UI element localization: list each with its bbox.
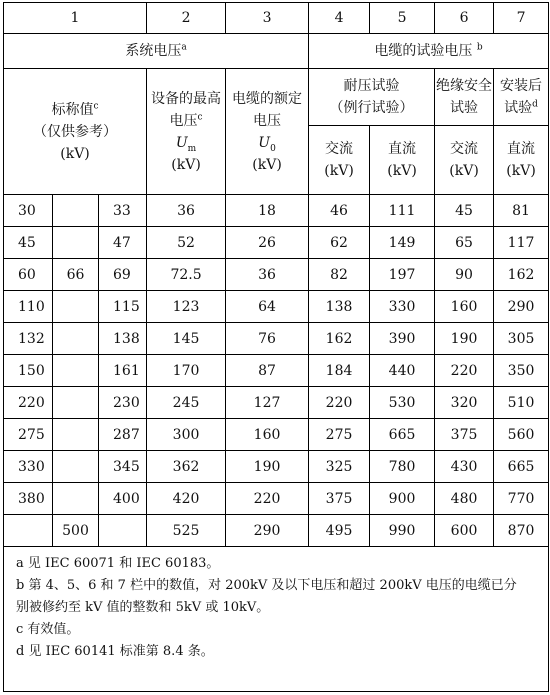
after-install-dc-cell: 665: [494, 451, 549, 483]
nominal-a-cell: 30: [4, 195, 53, 227]
um-cell: 145: [147, 323, 226, 355]
withstand-dc-cell: 990: [370, 515, 435, 547]
after-install-dc-cell: 305: [494, 323, 549, 355]
col-number-1: 1: [4, 3, 147, 34]
um-cell: 420: [147, 483, 226, 515]
nominal-value-header: [4, 69, 147, 195]
after-install-test-header: [494, 69, 549, 126]
after-install-dc-header: [494, 126, 549, 195]
table-row: [4, 291, 549, 323]
system-voltage-label: 系统电压: [125, 43, 182, 59]
table-row: [4, 195, 549, 227]
u0-symbol: U: [258, 134, 271, 151]
insulation-ac-cell: 375: [435, 419, 494, 451]
insulation-label-line2: 试验: [450, 100, 479, 116]
col-number-7: 7: [494, 3, 549, 34]
nominal-b-cell: [53, 387, 99, 419]
nominal-a-cell: 110: [4, 291, 53, 323]
withstand-dc-cell: 390: [370, 323, 435, 355]
test-voltage-table: [3, 2, 549, 692]
withstand-ac-unit: (kV): [324, 163, 354, 179]
withstand-dc-cell: 111: [370, 195, 435, 227]
table-row: [4, 515, 549, 547]
nominal-b-cell: 500: [53, 515, 99, 547]
after-install-dc-cell: 290: [494, 291, 549, 323]
nominal-a-cell: 220: [4, 387, 53, 419]
cable-test-voltage-header: [309, 34, 549, 69]
column-number-row: [4, 3, 549, 34]
withstand-ac-cell: 375: [309, 483, 370, 515]
insulation-ac-cell: 600: [435, 515, 494, 547]
u0-cell: 36: [226, 259, 309, 291]
um-cell: 362: [147, 451, 226, 483]
u0-cell: 18: [226, 195, 309, 227]
footnote-a: a 见 IEC 60071 和 IEC 60183。: [16, 556, 220, 571]
withstand-ac-cell: 495: [309, 515, 370, 547]
after-install-dc-cell: 350: [494, 355, 549, 387]
nominal-reference-label: （仅供参考）: [33, 123, 118, 140]
nominal-a-cell: 380: [4, 483, 53, 515]
after-install-dc-label: 直流: [507, 141, 536, 157]
insulation-label-line1: 绝缘安全: [436, 78, 493, 94]
withstand-dc-cell: 330: [370, 291, 435, 323]
after-install-dc-cell: 870: [494, 515, 549, 547]
um-label-line1: 设备的最高: [151, 90, 222, 107]
u0-cell: 220: [226, 483, 309, 515]
insulation-ac-cell: 320: [435, 387, 494, 419]
nominal-c-cell: 47: [99, 227, 147, 259]
um-unit: (kV): [171, 156, 201, 173]
after-install-dc-cell: 81: [494, 195, 549, 227]
nominal-b-cell: [53, 195, 99, 227]
withstand-ac-cell: 46: [309, 195, 370, 227]
nominal-a-cell: [4, 515, 53, 547]
nominal-c-cell: 115: [99, 291, 147, 323]
table-row: [4, 227, 549, 259]
withstand-dc-cell: 149: [370, 227, 435, 259]
withstand-ac-cell: 138: [309, 291, 370, 323]
after-install-dc-cell: 117: [494, 227, 549, 259]
footnote-marker-b: b: [476, 42, 483, 53]
nominal-c-cell: 33: [99, 195, 147, 227]
um-cell: 300: [147, 419, 226, 451]
um-cell: 72.5: [147, 259, 226, 291]
table-row: [4, 483, 549, 515]
nominal-a-cell: 330: [4, 451, 53, 483]
nominal-b-cell: [53, 227, 99, 259]
after-install-label-line1: 安装后: [500, 78, 543, 94]
nominal-a-cell: 60: [4, 259, 53, 291]
nominal-unit: (kV): [60, 145, 90, 162]
nominal-a-cell: 45: [4, 227, 53, 259]
insulation-ac-cell: 480: [435, 483, 494, 515]
u0-cell: 290: [226, 515, 309, 547]
nominal-a-cell: 275: [4, 419, 53, 451]
u0-cell: 127: [226, 387, 309, 419]
table-row: [4, 419, 549, 451]
um-cell: 245: [147, 387, 226, 419]
after-install-dc-cell: 510: [494, 387, 549, 419]
withstand-ac-cell: 82: [309, 259, 370, 291]
col-number-2: 2: [147, 3, 226, 34]
col-number-4: 4: [309, 3, 370, 34]
withstand-routine-label: （例行试验）: [329, 100, 414, 116]
nominal-b-cell: 66: [53, 259, 99, 291]
insulation-ac-cell: 160: [435, 291, 494, 323]
nominal-b-cell: [53, 483, 99, 515]
withstand-dc-label: 直流: [388, 141, 417, 157]
um-subscript: m: [187, 143, 197, 154]
footnote-b: b 第 4、5、6 和 7 栏中的数值，对 200kV 及以下电压和超过 200kV 电压的电缆已分: [16, 578, 517, 593]
um-label-line2: 电压: [169, 112, 198, 129]
withstand-dc-cell: 665: [370, 419, 435, 451]
after-install-dc-cell: 162: [494, 259, 549, 291]
u0-cell: 160: [226, 419, 309, 451]
nominal-b-cell: [53, 419, 99, 451]
nominal-b-cell: [53, 323, 99, 355]
nominal-b-cell: [53, 451, 99, 483]
um-cell: 170: [147, 355, 226, 387]
u0-cell: 76: [226, 323, 309, 355]
withstand-ac-header: [309, 126, 370, 195]
insulation-ac-header: [435, 126, 494, 195]
um-cell: 52: [147, 227, 226, 259]
after-install-dc-cell: 770: [494, 483, 549, 515]
withstand-dc-unit: (kV): [387, 163, 417, 179]
insulation-ac-cell: 90: [435, 259, 494, 291]
after-install-label-line2: 试验: [504, 100, 533, 116]
footnote-marker-c: c: [93, 100, 99, 111]
footnotes: [4, 547, 549, 692]
footnote-marker-a: a: [181, 42, 187, 53]
sub-header-row: [4, 69, 549, 126]
withstand-test-header: [309, 69, 435, 126]
u0-header: [226, 69, 309, 195]
table-row: [4, 323, 549, 355]
table-row: [4, 387, 549, 419]
withstand-ac-cell: 184: [309, 355, 370, 387]
insulation-ac-cell: 430: [435, 451, 494, 483]
u0-unit: (kV): [252, 156, 282, 173]
table-row: [4, 355, 549, 387]
u0-label-line2: 电压: [253, 112, 282, 129]
withstand-dc-cell: 197: [370, 259, 435, 291]
withstand-label: 耐压试验: [343, 78, 400, 94]
after-install-dc-cell: 560: [494, 419, 549, 451]
nominal-c-cell: [99, 515, 147, 547]
nominal-a-cell: 150: [4, 355, 53, 387]
withstand-ac-label: 交流: [325, 141, 354, 157]
withstand-dc-cell: 900: [370, 483, 435, 515]
withstand-ac-cell: 220: [309, 387, 370, 419]
system-voltage-header: [4, 34, 309, 69]
nominal-b-cell: [53, 291, 99, 323]
table-row: [4, 259, 549, 291]
nominal-c-cell: 287: [99, 419, 147, 451]
footnotes-row: [4, 547, 549, 692]
withstand-dc-cell: 440: [370, 355, 435, 387]
nominal-c-cell: 230: [99, 387, 147, 419]
group-header-row: [4, 34, 549, 69]
insulation-ac-cell: 65: [435, 227, 494, 259]
withstand-ac-cell: 325: [309, 451, 370, 483]
withstand-ac-cell: 275: [309, 419, 370, 451]
after-install-dc-unit: (kV): [506, 163, 536, 179]
um-cell: 36: [147, 195, 226, 227]
nominal-label: 标称值: [51, 101, 94, 118]
nominal-a-cell: 132: [4, 323, 53, 355]
um-cell: 123: [147, 291, 226, 323]
um-cell: 525: [147, 515, 226, 547]
footnote-d: d 见 IEC 60141 标准第 8.4 条。: [16, 644, 214, 659]
insulation-ac-label: 交流: [450, 141, 479, 157]
insulation-ac-cell: 45: [435, 195, 494, 227]
um-header: [147, 69, 226, 195]
insulation-ac-cell: 220: [435, 355, 494, 387]
u0-cell: 190: [226, 451, 309, 483]
col-number-6: 6: [435, 3, 494, 34]
nominal-c-cell: 69: [99, 259, 147, 291]
nominal-b-cell: [53, 355, 99, 387]
footnote-marker-d: d: [532, 99, 538, 110]
withstand-ac-cell: 162: [309, 323, 370, 355]
nominal-c-cell: 345: [99, 451, 147, 483]
col-number-3: 3: [226, 3, 309, 34]
u0-subscript: 0: [270, 143, 276, 154]
insulation-test-header: [435, 69, 494, 126]
table-row: [4, 451, 549, 483]
um-footnote-marker: c: [197, 111, 203, 122]
u0-cell: 87: [226, 355, 309, 387]
insulation-ac-unit: (kV): [449, 163, 479, 179]
col-number-5: 5: [370, 3, 435, 34]
withstand-dc-cell: 780: [370, 451, 435, 483]
insulation-ac-cell: 190: [435, 323, 494, 355]
withstand-dc-header: [370, 126, 435, 195]
um-symbol: U: [175, 134, 188, 151]
cable-test-voltage-label: 电缆的试验电压: [374, 43, 473, 59]
u0-cell: 64: [226, 291, 309, 323]
nominal-c-cell: 161: [99, 355, 147, 387]
nominal-c-cell: 138: [99, 323, 147, 355]
withstand-dc-cell: 530: [370, 387, 435, 419]
withstand-ac-cell: 62: [309, 227, 370, 259]
u0-label-line1: 电缆的额定: [232, 90, 303, 107]
u0-cell: 26: [226, 227, 309, 259]
footnote-c: c 有效值。: [16, 622, 80, 637]
footnote-b-continued: 别被修约至 kV 值的整数和 5kV 或 10kV。: [16, 600, 270, 615]
nominal-c-cell: 400: [99, 483, 147, 515]
